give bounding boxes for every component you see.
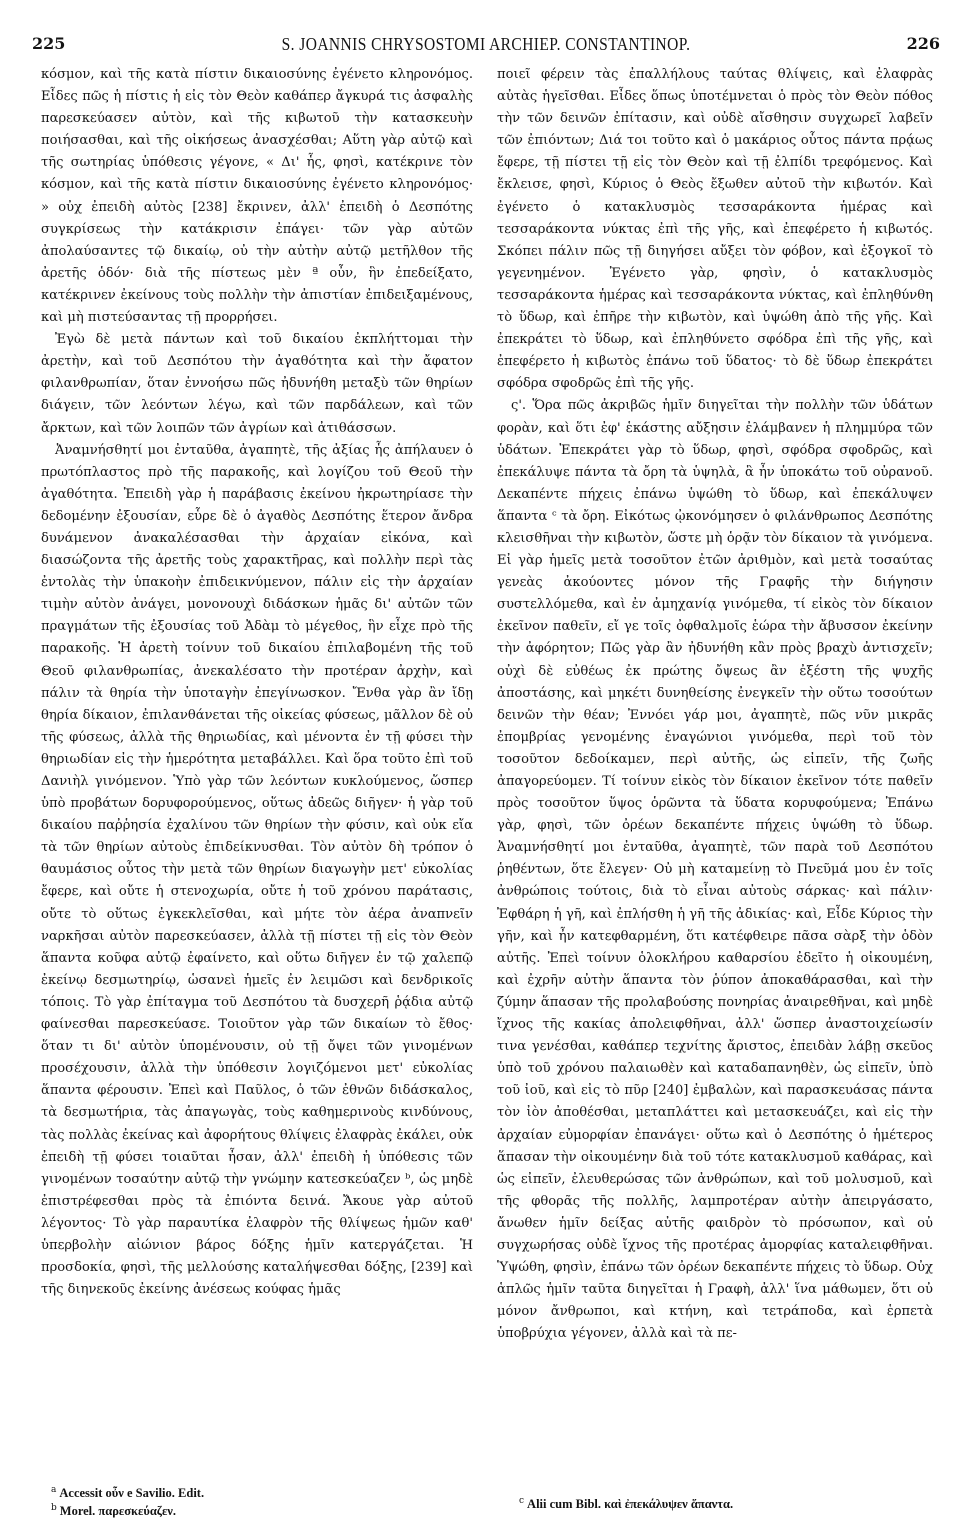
page-number-left: 225 bbox=[32, 34, 66, 53]
footnote-mark: a bbox=[51, 1485, 57, 1495]
left-paragraph-1: κόσμον, καὶ τῆς κατὰ πίστιν δικαιοσύνης ἐγένετο κληρονόμος. Εἶδες πῶς ἡ πίστις ἡ εἰς τὸν Θεὸν καθάπερ ἄγκυρά τις ἀσφαλὴς παρεσκεύασεν αὐτὸν, καὶ τῆς κιβωτοῦ τὴν κατασκευὴν ποιήσασθαι, καὶ τῆς οἰκήσεως ἀνασχέσθαι; Αὕτη γὰρ αὐτῷ καὶ τῆς σωτηρίας ὑπόθεσις γέγονε, « Δι' ἧς, φησὶ, κατέκρινε τὸν κόσμον, καὶ τῆς κατὰ πίστιν δικαιοσύνης ἐγένετο κληρονόμος· » οὐχ ἐπειδὴ αὐτὸς [238] ἔκρινεν, ἀλλ' ἐπειδὴ ὁ Δεσπότης συγκρίσεως τὴν κατάκρισιν ἐπάγει· τῶν γὰρ αὐτῶν ἀπολαύσαντες τῷ δικαίῳ, οὐ τὴν αὐτὴν αὐτῷ μετῆλθον τῆς ἀρετῆς ὁδόν· διὰ τῆς πίστεως μὲν ª οὖν, ἣν ἐπεδείξατο, κατέκρινεν ἐκείνους τοὺς πολλὴν τὴν ἀπιστίαν ἐπιδειξαμένους, καὶ μὴ πιστεύσαντας τῇ προρρήσει. bbox=[41, 67, 473, 326]
footnote-mark: c bbox=[519, 1496, 525, 1506]
footnote-mark: b bbox=[51, 1503, 57, 1514]
page-header bbox=[32, 34, 940, 58]
right-paragraph-1: ποιεῖ φέρειν τὰς ἐπαλλήλους ταύτας θλίψεις, καὶ ἐλαφρὰς αὐτὰς ἡγεῖσθαι. Εἶδες ὅπως ὑποτέμνεται ὁ πρὸς τὸν Θεὸν πόθος τὴν τῶν δεινῶν ἐπίτασιν, καὶ οὐδὲ αἴσθησιν συγχωρεῖ λαβεῖν τῶν ἐπιόντων; Διά τοι τοῦτο καὶ ὁ μακάριος οὗτος πάντα πρᾴως ἔφερε, τῇ πίστει τῇ εἰς τὸν Θεὸν καὶ τῇ ἐλπίδι τρεφόμενος. Καὶ ἔκλεισε, φησὶ, Κύριος ὁ Θεὸς ἔξωθεν αὐτοῦ τὴν κιβωτόν. Καὶ ἐγένετο ὁ κατακλυσμὸς τεσσαράκοντα ἡμέρας καὶ τεσσαράκοντα νύκτας ἐπὶ τῆς γῆς, καὶ ἐπεφέρετο ἡ κιβωτός. Σκόπει πάλιν πῶς τῇ διηγήσει αὔξει τὸν φόβον, καὶ ἐξογκοῖ τὸ γεγενημένον. Ἐγένετο γὰρ, φησὶν, ὁ κατακλυσμὸς τεσσαράκοντα ἡμέρας καὶ τεσσαράκοντα νύκτας, καὶ ἐπληθύνθη τὸ ὕδωρ, καὶ ἐπῆρε τὴν κιβωτὸν, καὶ ὑψώθη ἀπὸ τῆς γῆς. Καὶ ἐπεκράτει τὸ ὕδωρ, καὶ ἐπληθύνετο σφόδρα ἐπὶ τῆς γῆς, καὶ ἐπεφέρετο ἡ κιβωτὸς ἐπάνω τοῦ ὕδατος· τὸ δὲ ὕδωρ ἐπεκράτει σφόδρα σφοδρῶς ἐπὶ τῆς γῆς. bbox=[497, 67, 933, 392]
right-paragraph-2: ς'. Ὅρα πῶς ἀκριβῶς ἡμῖν διηγεῖται τὴν πολλὴν τῶν ὑδάτων φορὰν, καὶ ὅτι ἐφ' ἑκάστης αὔξησιν ἐλάμβανεν ἡ πλημμύρα τῶν ὑδάτων. Ἐπεκράτει γὰρ τὸ ὕδωρ, φησὶ, σφόδρα σφοδρῶς, καὶ ἐπεκάλυψε πάντα τὰ ὄρη τὰ ὑψηλὰ, ἃ ἦν ὑποκάτω τοῦ οὐρανοῦ. Δεκαπέντε πήχεις ἐπάνω ὑψώθη τὸ ὕδωρ, καὶ ἐπεκάλυψεν ἅπαντα ᶜ τὰ ὄρη. Εἰκότως ᾠκονόμησεν ὁ φιλάνθρωπος Δεσπότης κλεισθῆναι τὴν κιβωτὸν, ὥστε μὴ ὁρᾷν τὸν δίκαιον τὰ γινόμενα. Εἰ γὰρ ἡμεῖς μετὰ τοσοῦτον ἐτῶν ἀριθμὸν, καὶ μετὰ τοσαύτας γενεὰς ἀκούοντες μόνον τῆς Γραφῆς τὴν διήγησιν συστελλόμεθα, καὶ ἐν ἀμηχανίᾳ γινόμεθα, τί εἰκὸς τὸν δίκαιον ἐκεῖνον παθεῖν, εἴ γε τοῖς ὀφθαλμοῖς ἑώρα τὴν ἄβυσσον ἐκείνην τὴν ἀφόρητον; Πῶς γὰρ ἂν ἠδυνήθη κἂν πρὸς βραχὺ ἀντισχεῖν; οὐχὶ δὲ εὐθέως ἐκ πρώτης ὄψεως ἂν ἐξέστη τῆς ψυχῆς ἀποστάσης, καὶ μηκέτι δυνηθείσης ἐνεγκεῖν τὴν οὕτω τοσούτων δεινῶν τὴν θέαν; Ἐννόει γάρ μοι, ἀγαπητὲ, πῶς νῦν μικρᾶς ἐπομβρίας γενομένης ἐναγώνιοι γινόμεθα, περὶ τοῦ τὸν τοσοῦτον δεδοίκαμεν, περὶ αὐτῆς, ὡς εἰπεῖν, τῆς ζωῆς ἀπαγορεύομεν. Τί τοίνυν εἰκὸς τὸν δίκαιον ἐκεῖνον τότε παθεῖν πρὸς τοσοῦτον ὕψος ὁρῶντα τὰ ὕδατα κορυφούμενα; Ἐπάνω γὰρ, φησὶ, τῶν ὀρέων δεκαπέντε πήχεις ὑψώθη τὸ ὕδωρ. Ἀναμνήσθητί μοι ἐνταῦθα, ἀγαπητὲ, τῶν παρὰ τοῦ Δεσπότου ῥηθέντων, ὅτε ἔλεγεν· Οὐ μὴ καταμείνῃ τὸ Πνεῦμά μου ἐν τοῖς ἀνθρώποις τούτοις, διὰ τὸ εἶναι αὐτοὺς σάρκας· καὶ πάλιν· Ἐφθάρη ἡ γῆ, καὶ ἐπλήσθη ἡ γῆ τῆς ἀδικίας· καὶ, Εἶδε Κύριος τὴν γῆν, καὶ ἦν κατεφθαρμένη, ὅτι κατέφθειρε πᾶσα σὰρξ τὴν ὁδὸν αὐτῆς. Ἐπεὶ τοίνυν ὁλοκλήρου καθαρσίου ἐδεῖτο ἡ οἰκουμένη, καὶ ἐχρῆν αὐτὴν ἅπαντα τὸν ῥύπον ἀποκαθάρασθαι, καὶ τὴν ζύμην ἅπασαν τῆς προλαβούσης πονηρίας ἀναιρεθῆναι, καὶ μηδὲ ἴχνος τῆς κακίας ἀπολειφθῆναι, ἀλλ' ὥσπερ ἀναστοιχείωσίν τινα γενέσθαι, καθάπερ τεχνίτης ἄριστος, ἐπειδὰν λάβῃ σκεῦος ὑπὸ τοῦ χρόνου παλαιωθὲν καὶ καταδαπανηθὲν, ὡς εἰπεῖν, ὑπὸ τοῦ ἰοῦ, καὶ εἰς τὸ πῦρ [240] ἐμβαλὼν, καὶ παρασκευάσας πάντα τὸν ἰὸν ἀποθέσθαι, μεταπλάττει καὶ μετασκευάζει, καὶ εἰς τὴν ἀρχαίαν εὐμορφίαν ἐπανάγει· οὕτω καὶ ὁ Δεσπότης ὁ ἡμέτερος ἅπασαν τὴν οἰκουμένην διὰ τοῦ τότε κατακλυσμοῦ καθάρας, καὶ ὡς εἰπεῖν, ἐλευθερώσας τῶν ἀνθρώπων, καὶ τοῦ μολυσμοῦ, καὶ τῆς φθορᾶς τῆς πολλῆς, λαμπροτέραν αὐτὴν ἀπειργάσατο, ἄνωθεν ἡμῖν δείξας αὐτῆς φαιδρὸν τὸ πρόσωπον, καὶ οὐ συγχωρήσας οὐδὲ ἴχνος τῆς προτέρας ἀμορφίας καταλειφθῆναι. Ὑψώθη, φησὶν, ἐπάνω τῶν ὀρέων δεκαπέντε πήχεις τὸ ὕδωρ. Οὐχ ἁπλῶς ἡμῖν ταῦτα διηγεῖται ἡ Γραφὴ, ἀλλ' ἵνα μάθωμεν, ὅτι οὐ μόνον ἄνθρωποι, καὶ κτήνη, καὶ τετράποδα, καὶ ἑρπετὰ ὑποβρύχια γέγονεν, ἀλλὰ καὶ τὰ πε- bbox=[497, 398, 933, 1342]
footnote-text: Accessit οὖν e Savilio. Edit. bbox=[59, 1486, 205, 1501]
footnote-c bbox=[519, 1494, 939, 1512]
footnote-text: Morel. παρεσκεύαζεν. bbox=[59, 1504, 177, 1519]
left-column bbox=[41, 64, 473, 1301]
footnote-a bbox=[51, 1483, 471, 1501]
right-column bbox=[497, 64, 933, 1345]
left-paragraph-2: Ἐγὼ δὲ μετὰ πάντων καὶ τοῦ δικαίου ἐκπλήττομαι τὴν ἀρετὴν, καὶ τοῦ Δεσπότου τὴν ἀγαθότητα καὶ τὴν ἄφατον φιλανθρωπίαν, ὅταν ἐννοήσω πῶς ἠδυνήθη μεταξὺ τῶν θηρίων διάγειν, τῶν λεόντων λέγω, καὶ τῶν παρδάλεων, καὶ τῶν ἄρκτων, καὶ τῶν λοιπῶν τῶν ἀγρίων καὶ ἀτιθάσσων. bbox=[41, 332, 473, 436]
footnotes-right bbox=[519, 1494, 939, 1512]
page-number-right: 226 bbox=[906, 34, 940, 53]
left-paragraph-3: Ἀναμνήσθητί μοι ἐνταῦθα, ἀγαπητὲ, τῆς ἀξίας ἧς ἀπήλαυεν ὁ πρωτόπλαστος πρὸ τῆς παρακοῆς, καὶ λογίζου τοῦ Θεοῦ τὴν ἀγαθότητα. Ἐπειδὴ γὰρ ἡ παράβασις ἐκείνου ἠκρωτηρίασε τὴν δεδομένην ἐξουσίαν, εὗρε δὲ ὁ ἀγαθὸς Δεσπότης ἕτερον ἄνδρα δυνάμενον ἀνακαλέσασθαι τὴν ἀρχαίαν εἰκόνα, καὶ διασώζοντα τῆς ἀρετῆς τοὺς χαρακτῆρας, καὶ πολλὴν περὶ τὰς ἐντολὰς τὴν ὑπακοὴν ἐπιδεικνύμενον, πάλιν εἰς τὴν ἀρχαίαν τιμὴν αὐτὸν ἀνάγει, μονονουχὶ διδάσκων ἡμᾶς δι' αὐτῶν τῶν πραγμάτων τῆς ἐξουσίας τοῦ Ἀδὰμ τὸ μέγεθος, ἣν εἶχε πρὸ τῆς παρακοῆς. Ἡ ἀρετὴ τοίνυν τοῦ δικαίου ἐπιλαβομένη τῆς τοῦ Θεοῦ φιλανθρωπίας, ἀνεκαλέσατο τὴν προτέραν ἀρχὴν, καὶ πάλιν τὰ θηρία τὴν ὑποταγὴν ἐπεγίνωσκον. Ἔνθα γὰρ ἂν ἴδῃ θηρία δίκαιον, ἐπιλανθάνεται τῆς οἰκείας φύσεως, μᾶλλον δὲ οὐ τῆς φύσεως, ἀλλὰ τῆς θηριωδίας, καὶ μένοντα ἐν τῇ φύσει τὴν θηριωδίαν εἰς τὴν ἡμερότητα μεταβάλλει. Καὶ ὅρα τοῦτο ἐπὶ τοῦ Δανιὴλ γινόμενον. Ὑπὸ γὰρ τῶν λεόντων κυκλούμενος, ὥσπερ ὑπὸ προβάτων δορυφορούμενος, οὕτως ἀδεῶς διῆγεν· ἡ γὰρ τοῦ δικαίου παῤῥησία ἐχαλίνου τῶν θηρίων τὴν φύσιν, καὶ οὐκ εἴα τὰ τῶν θηρίων αὐτοὺς ἐπιδείκνυσθαι. Τὸν αὐτὸν δὴ τρόπον ὁ θαυμάσιος οὗτος τὴν μετὰ τῶν θηρίων διαγωγὴν μετ' εὐκολίας ἔφερε, καὶ οὔτε ἡ στενοχωρία, οὔτε ἡ τοῦ χρόνου παράτασις, οὔτε τὸ οὕτως ἐγκεκλεῖσθαι, καὶ μήτε τὸν ἀέρα ἀναπνεῖν ναρκῆσαι αὐτὸν παρεσκεύασεν, ἀλλὰ τῇ πίστει τῇ εἰς τὸν Θεὸν ἅπαντα κοῦφα αὐτῷ ἐφαίνετο, καὶ οὕτω διῆγεν ἐν τῷ χαλεπῷ ἐκείνῳ δεσμωτηρίῳ, ὡσανεὶ ἡμεῖς ἐν λειμῶσι καὶ δενδρικοῖς τόποις. Τὸ γὰρ ἐπίταγμα τοῦ Δεσπότου τὰ δυσχερῆ ῥᾴδια αὐτῷ φαίνεσθαι παρεσκεύασε. Τοιοῦτον γὰρ τῶν δικαίων τὸ ἔθος· ὅταν τι δι' αὐτὸν ὑπομένουσιν, οὐ τῇ ὄψει τῶν γινομένων προσέχουσιν, ἀλλὰ τὴν ὑπόθεσιν λογιζόμενοι μετ' εὐκολίας ἅπαντα φέρουσιν. Ἐπεὶ καὶ Παῦλος, ὁ τῶν ἐθνῶν διδάσκαλος, τὰ δεσμωτήρια, τὰς ἀπαγωγὰς, τοὺς καθημερινοὺς κινδύνους, τὰς πολλὰς ἐκείνας καὶ ἀφορήτους θλίψεις ἐλαφρὰς ἐκάλει, οὐκ ἐπειδὴ τῇ φύσει τοιαῦται ἦσαν, ἀλλ' ἐπειδὴ ἡ ὑπόθεσις τῶν γινομένων τοσαύτην αὐτῷ τὴν γνώμην κατεσκεύαζεν ᵇ, ὡς μηδὲ ἐπιστρέφεσθαι πρὸς τὰ ἐπιόντα δεινά. Ἄκουε γὰρ αὐτοῦ λέγοντος· Τὸ γὰρ παραυτίκα ἐλαφρὸν τῆς θλίψεως ἡμῶν καθ' ὑπερβολὴν αἰώνιον βάρος δόξης ἡμῖν κατεργάζεται. Ἡ προσδοκία, φησὶ, τῆς μελλούσης καταλήψεσθαι δόξης, [239] καὶ τῆς διηνεκοῦς ἐκείνης ἀνέσεως κούφας ἡμᾶς bbox=[41, 442, 473, 1298]
footnotes-left bbox=[51, 1483, 471, 1519]
running-title: S. JOANNIS CHRYSOSTOMI ARCHIEP. CONSTANTINOP. bbox=[281, 34, 691, 54]
footnote-b bbox=[51, 1501, 471, 1519]
footnote-text: Alii cum Bibl. καὶ ἐπεκάλυψεν ἅπαντα. bbox=[527, 1497, 734, 1512]
